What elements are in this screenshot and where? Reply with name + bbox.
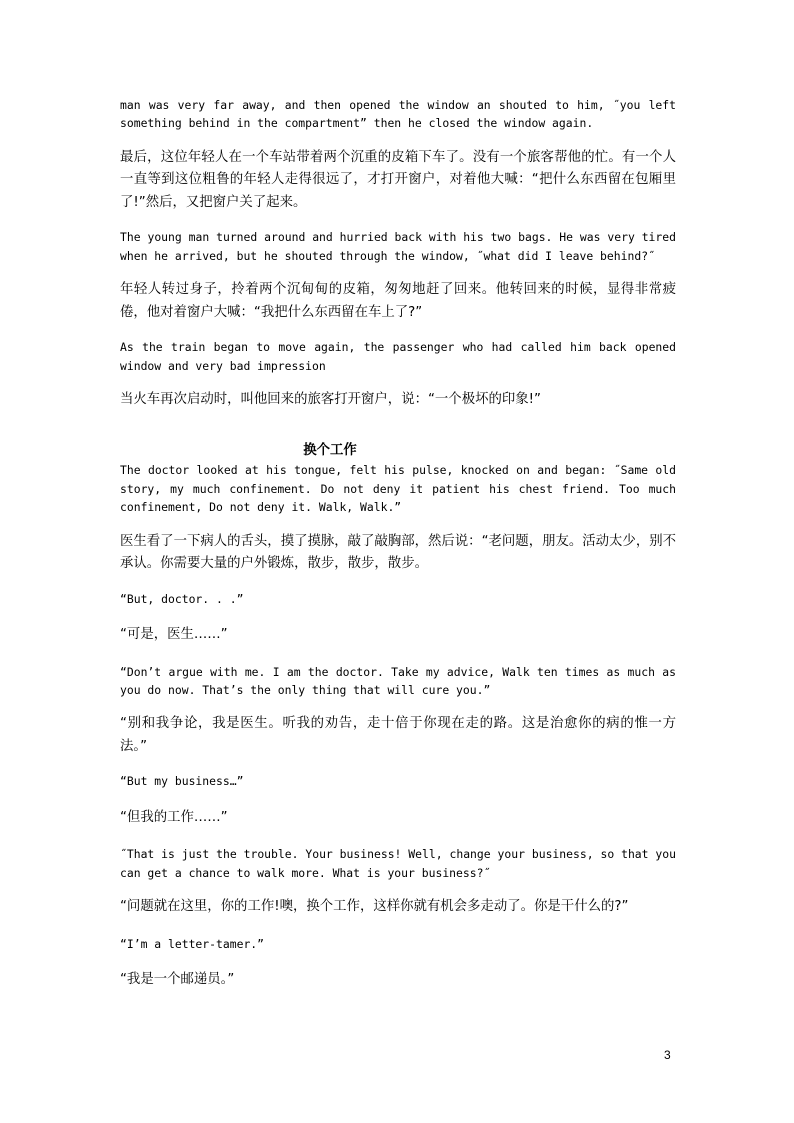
paragraph-zh-4: 医生看了一下病人的舌头，摸了摸脉，敲了敲胸部，然后说：“老问题，朋友。活动太少，别不承认。你需要大量的户外锻炼，散步，散步，散步。	[120, 533, 676, 572]
paragraph-en-6: “Don’t argue with me. I am the doctor. Take my advice, Walk ten times as much as you do now. That’s the only thing that will cure you.”	[120, 664, 676, 697]
paragraph-zh-9: “我是一个邮递员。”	[120, 972, 235, 987]
paragraph-zh-5: “可是，医生……”	[120, 627, 228, 643]
paragraph-en-3: As the train began to move again, the passenger who had called him back opened window and very bad impression	[120, 340, 676, 373]
paragraph-en-7: “But my business…”	[120, 774, 244, 789]
document-body	[120, 96, 676, 992]
paragraph-en-1: man was very far away, and then opened the window an shouted to him, ˝you left something behind in the compartment” then he closed the window again.	[120, 98, 676, 131]
section-title: 换个工作	[303, 443, 357, 459]
paragraph-en-4: The doctor looked at his tongue, felt his pulse, knocked on and began: ˝Same old story, my much confinement. Do not deny it patient his chest friend. Too much confinement, Do not deny it. Walk, Walk.”	[120, 463, 676, 515]
paragraph-zh-2: 年轻人转过身子，拎着两个沉甸甸的皮箱，匆匆地赶了回来。他转回来的时候，显得非常疲倦，他对着窗户大喊：“我把什么东西留在车上了?”	[120, 282, 676, 320]
paragraph-zh-1: 最后，这位年轻人在一个车站带着两个沉重的皮箱下车了。没有一个旅客帮他的忙。有一个人一直等到这位粗鲁的年轻人走得很远了，才打开窗户，对着他大喊：“把什么东西留在包厢里了!”然后，又把窗户关了起来。	[120, 149, 676, 210]
paragraph-en-2: The young man turned around and hurried back with his two bags. He was very tired when he arrived, but he shouted through the window, ˝what did I leave behind?˝	[120, 230, 676, 263]
page-number: 3	[664, 1048, 671, 1062]
paragraph-en-9: “I’m a letter-tamer.”	[120, 936, 265, 951]
paragraph-zh-3: 当火车再次启动时，叫他回来的旅客打开窗户，说：“一个极坏的印象!”	[120, 391, 541, 407]
paragraph-zh-8: “问题就在这里，你的工作!噢，换个工作，这样你就有机会多走动了。你是干什么的?”	[120, 899, 629, 915]
paragraph-zh-6: “别和我争论，我是医生。听我的劝告，走十倍于你现在走的路。这是治愈你的病的惟一方法。”	[120, 716, 676, 754]
paragraph-zh-7: “但我的工作……”	[120, 809, 228, 825]
paragraph-en-5: “But, doctor. . .”	[120, 591, 244, 606]
paragraph-en-8: ˝That is just the trouble. Your business! Well, change your business, so that you can get a chance to walk more. What is your business?˝	[120, 847, 676, 880]
